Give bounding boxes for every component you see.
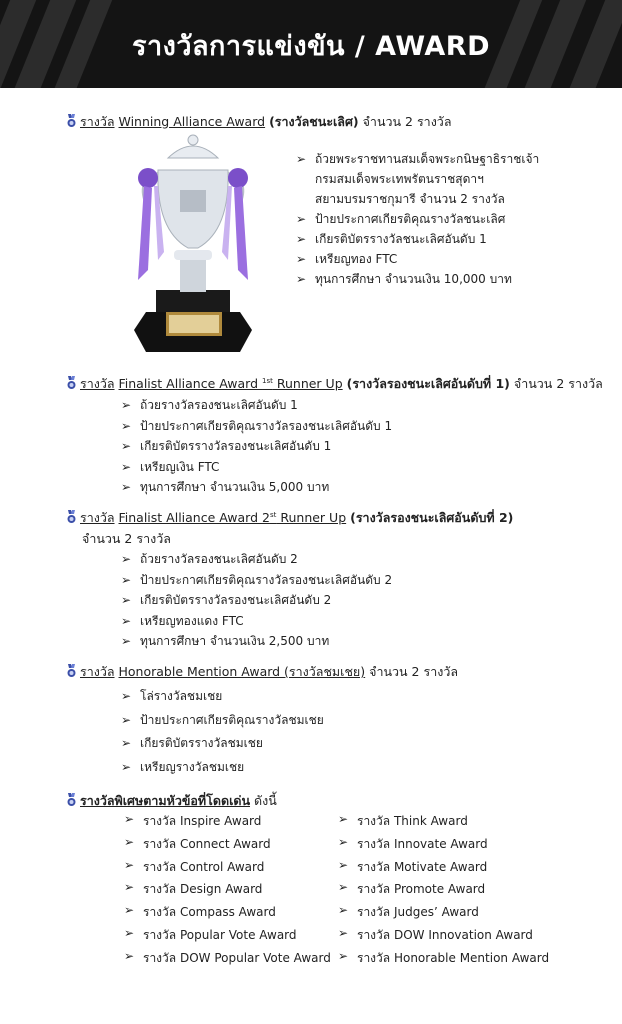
arrow-icon: ➢ <box>121 572 132 587</box>
header-banner <box>0 0 622 88</box>
list-item: ➢ ป้ายประกาศเกียรติคุณรางวัลชมเชย <box>121 709 324 733</box>
list-item: ➢ เหรียญทอง FTC <box>296 249 539 269</box>
medal-icon <box>66 376 77 390</box>
arrow-icon: ➢ <box>338 834 349 849</box>
list-item: ➢ รางวัล Design Award <box>124 880 263 897</box>
special-awards-right-list <box>338 812 549 972</box>
list-item: ➢ ถ้วยพระราชทานสมเด็จพระกนิษฐาธิราชเจ้า กรมสมเด็จพระเทพรัตนราชสุดาฯ สยามบรมราชกุมารี จำนวน 2 รางวัล <box>296 149 539 209</box>
medal-icon <box>66 793 77 807</box>
list-item: ➢ เหรียญรางวัลชมเชย <box>121 756 324 780</box>
list-item: ➢ รางวัล Popular Vote Award <box>124 925 297 942</box>
list-item: ➢ ป้ายประกาศเกียรติคุณรางวัลชนะเลิศ <box>296 209 539 229</box>
section-first-runner-heading: รางวัล Finalist Alliance Award $^{1st}$ Runner Up (รางวัลรองชนะเลิศอันดับที่ 1) จำนวน 2 รางวัล <box>66 374 603 394</box>
list-item: ➢ รางวัล Innovate Award <box>338 834 488 851</box>
list-item: ➢ รางวัล DOW Innovation Award <box>338 925 533 942</box>
section-second-runner-heading: รางวัล Finalist Alliance Award 2st Runner Up (รางวัลรองชนะเลิศอันดับที่ 2) <box>66 508 513 528</box>
award-name: Winning Alliance Award <box>118 114 266 129</box>
arrow-icon: ➢ <box>121 712 132 727</box>
winning-prize-list <box>296 149 539 289</box>
list-item: ➢ ทุนการศึกษา จำนวนเงิน 2,500 บาท <box>121 631 392 652</box>
award-name: Finalist Alliance Award $^{1st}$ Runner Up <box>118 376 343 391</box>
arrow-icon: ➢ <box>296 252 307 266</box>
list-item: ➢ ป้ายประกาศเกียรติคุณรางวัลรองชนะเลิศอันดับ 2 <box>121 570 392 591</box>
section-special-heading: รางวัลพิเศษตามหัวข้อที่โดดเด่น ดังนี้ <box>66 791 277 811</box>
arrow-icon: ➢ <box>296 212 307 226</box>
arrow-icon: ➢ <box>338 925 349 940</box>
arrow-icon: ➢ <box>296 232 307 246</box>
arrow-icon: ➢ <box>121 398 132 412</box>
arrow-icon: ➢ <box>124 903 135 918</box>
list-item: ➢ เกียรติบัตรรางวัลชนะเลิศอันดับ 1 <box>296 229 539 249</box>
award-name: Finalist Alliance Award 2st Runner Up <box>118 510 347 525</box>
arrow-icon: ➢ <box>121 759 132 774</box>
award-prefix: รางวัล <box>80 114 115 129</box>
list-item: ➢ โล่รางวัลชมเชย <box>121 685 324 709</box>
arrow-icon: ➢ <box>124 857 135 872</box>
medal-icon <box>66 510 77 524</box>
list-item: ➢ เกียรติบัตรรางวัลรองชนะเลิศอันดับ 2 <box>121 590 392 611</box>
arrow-icon: ➢ <box>124 812 135 826</box>
page-title: รางวัลการแข่งขัน / AWARD <box>131 31 491 62</box>
list-item: ➢ ป้ายประกาศเกียรติคุณรางวัลรองชนะเลิศอันดับ 1 <box>121 416 392 437</box>
arrow-icon: ➢ <box>121 593 132 607</box>
first-runner-prize-list <box>121 395 392 498</box>
list-item: ➢ รางวัล Promote Award <box>338 880 486 897</box>
arrow-icon: ➢ <box>124 834 135 849</box>
medal-icon <box>66 114 77 128</box>
list-item: ➢ เกียรติบัตรรางวัลชมเชย <box>121 732 324 756</box>
list-item: ➢ เหรียญทองแดง FTC <box>121 611 392 632</box>
arrow-icon: ➢ <box>121 634 132 648</box>
list-item: ➢ เกียรติบัตรรางวัลรองชนะเลิศอันดับ 1 <box>121 436 392 457</box>
arrow-icon: ➢ <box>121 439 132 453</box>
arrow-icon: ➢ <box>121 480 132 494</box>
section-winning-heading <box>66 112 451 132</box>
list-item: ➢ ทุนการศึกษา จำนวนเงิน 5,000 บาท <box>121 477 392 498</box>
section-honorable-heading: รางวัล Honorable Mention Award (รางวัลชมเชย) จำนวน 2 รางวัล <box>66 662 458 682</box>
arrow-icon: ➢ <box>121 552 132 566</box>
list-item: ➢ ถ้วยรางวัลรองชนะเลิศอันดับ 2 <box>121 549 392 570</box>
arrow-icon: ➢ <box>338 903 349 918</box>
award-thai-name: (รางวัลชนะเลิศ) <box>269 114 359 129</box>
second-runner-prize-list <box>121 549 392 652</box>
arrow-icon: ➢ <box>124 880 135 895</box>
arrow-icon: ➢ <box>296 272 307 286</box>
arrow-icon: ➢ <box>121 459 132 474</box>
list-item: ➢ รางวัล Control Award <box>124 857 265 874</box>
award-count: จำนวน 2 รางวัล <box>82 531 171 546</box>
arrow-icon: ➢ <box>338 948 349 963</box>
list-item: ➢ รางวัล Inspire Award <box>124 812 262 828</box>
list-item: ➢ ถ้วยรางวัลรองชนะเลิศอันดับ 1 <box>121 395 392 416</box>
medal-icon <box>66 664 77 678</box>
list-item: ➢ รางวัล Compass Award <box>124 903 276 920</box>
honorable-prize-list <box>121 685 324 779</box>
arrow-icon: ➢ <box>121 689 132 703</box>
list-item: ➢ รางวัล Think Award <box>338 812 468 828</box>
special-awards-left-list <box>124 812 331 972</box>
arrow-icon: ➢ <box>338 857 349 872</box>
arrow-icon: ➢ <box>338 812 349 826</box>
arrow-icon: ➢ <box>338 880 349 895</box>
list-item: ➢ รางวัล Motivate Award <box>338 857 488 874</box>
special-title: รางวัลพิเศษตามหัวข้อที่โดดเด่น <box>80 793 251 808</box>
list-item: ➢ รางวัล Connect Award <box>124 834 271 851</box>
list-item: ➢ เหรียญเงิน FTC <box>121 457 392 478</box>
arrow-icon: ➢ <box>121 736 132 750</box>
list-item: ➢ รางวัล Judges’ Award <box>338 903 479 920</box>
award-name: Honorable Mention Award (รางวัลชมเชย) <box>118 664 366 679</box>
arrow-icon: ➢ <box>124 925 135 940</box>
arrow-icon: ➢ <box>124 948 135 963</box>
arrow-icon: ➢ <box>121 613 132 628</box>
arrow-icon: ➢ <box>296 152 307 166</box>
trophy-image <box>128 130 258 360</box>
list-item: ➢ ทุนการศึกษา จำนวนเงิน 10,000 บาท <box>296 269 539 289</box>
award-count: จำนวน 2 รางวัล <box>362 114 452 129</box>
list-item: ➢ รางวัล Honorable Mention Award <box>338 948 550 965</box>
list-item: ➢ รางวัล DOW Popular Vote Award <box>124 948 331 965</box>
arrow-icon: ➢ <box>121 418 132 433</box>
